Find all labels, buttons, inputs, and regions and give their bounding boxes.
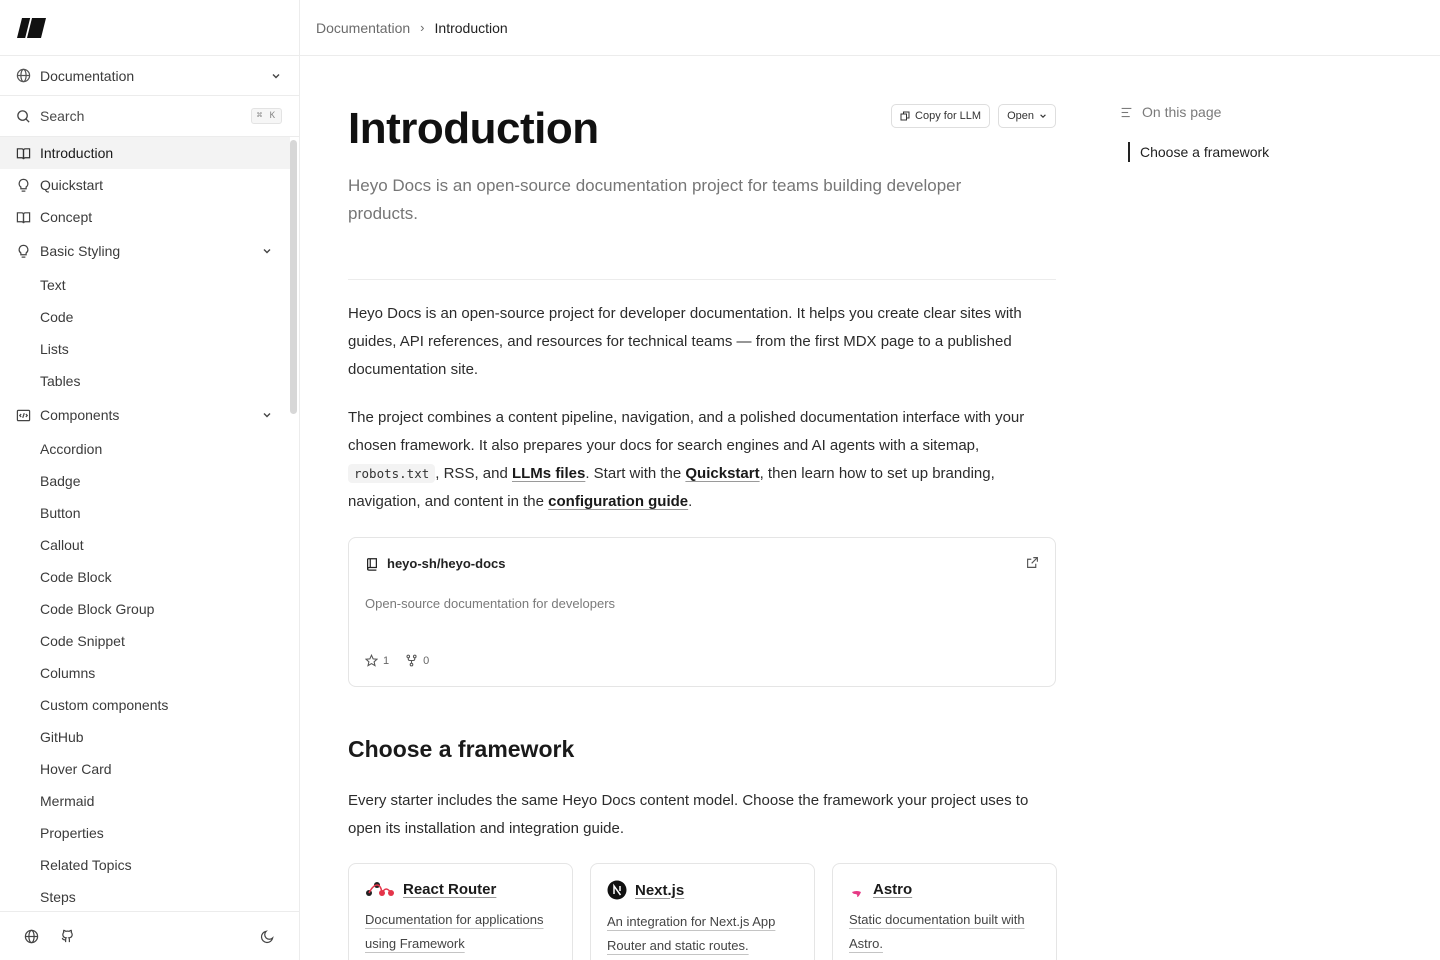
features-paragraph — [348, 404, 1056, 516]
llms-files-link[interactable]: LLMs files — [511, 465, 586, 482]
globe-icon — [16, 68, 31, 83]
sidebar-item-code-block-group[interactable]: Code Block Group — [40, 601, 155, 617]
chevron-down-icon — [271, 71, 281, 81]
chevron-down-icon — [1039, 112, 1047, 120]
github-repo-card[interactable] — [348, 537, 1056, 687]
chevron-down-icon — [262, 246, 272, 256]
repo-header — [365, 556, 505, 571]
sidebar-item-columns[interactable]: Columns — [40, 665, 96, 681]
sidebar-scrollbar[interactable] — [290, 140, 297, 414]
text-span: . — [688, 493, 693, 510]
card-description: Static documentation built with Astro. — [849, 912, 1025, 951]
star-icon — [365, 654, 378, 667]
code-window-icon — [16, 408, 31, 423]
repo-stats — [365, 654, 445, 667]
sidebar-item-related-topics[interactable]: Related Topics — [40, 857, 132, 873]
moon-icon[interactable] — [260, 929, 275, 944]
card-title: Astro — [873, 880, 913, 898]
text-span: , RSS, and — [435, 465, 512, 482]
page-lead: Heyo Docs is an open-source documentation project for teams building developer products. — [348, 176, 962, 223]
framework-cards — [348, 863, 1057, 960]
sidebar-item-mermaid[interactable]: Mermaid — [40, 793, 95, 809]
intro-paragraph: Heyo Docs is an open-source project for developer documentation. It helps you create clear sites with guides, API references, and resources for technical teams — from the first MDX page to a published documentation site. — [348, 305, 1022, 378]
fork-icon — [405, 654, 418, 667]
sidebar-item-label: Concept — [40, 209, 93, 225]
sidebar-item-tables[interactable]: Tables — [40, 373, 81, 389]
sidebar-item-label: Basic Styling — [40, 243, 121, 259]
card-description: Documentation for applications using Framework — [365, 912, 544, 951]
sidebar-item-button[interactable]: Button — [40, 505, 81, 521]
sidebar-item-label: Quickstart — [40, 177, 104, 193]
search-label: Search — [40, 108, 85, 124]
text-span: , then learn how to set up branding, navigation, and content in the — [348, 465, 995, 510]
page-actions — [891, 104, 1056, 128]
book-icon — [16, 210, 31, 225]
sidebar-item-label: Components — [40, 407, 120, 423]
sidebar-item-text[interactable]: Text — [40, 277, 66, 293]
sidebar-item-callout[interactable]: Callout — [40, 537, 84, 553]
repo-stars — [365, 654, 389, 667]
quickstart-link[interactable]: Quickstart — [685, 465, 760, 482]
section-title: Choose a framework — [348, 736, 575, 762]
repo-icon — [365, 557, 379, 571]
text-span: . Start with the — [585, 465, 686, 482]
repo-forks — [405, 654, 429, 667]
framework-card-react-router[interactable] — [348, 863, 573, 960]
sidebar-group-basic-styling[interactable] — [0, 233, 290, 269]
sidebar-nav — [0, 137, 290, 911]
sidebar-item-hover-card[interactable]: Hover Card — [40, 761, 112, 777]
sidebar-item-custom-components[interactable]: Custom components — [40, 697, 169, 713]
text-align-icon — [1120, 106, 1133, 119]
card-title: Next.js — [635, 881, 685, 899]
sidebar-item-label: Introduction — [40, 145, 114, 161]
search-shortcut: ⌘ K — [251, 108, 282, 124]
copy-icon — [900, 111, 910, 121]
logo-row — [0, 0, 299, 56]
copy-for-llm-button[interactable] — [891, 104, 990, 128]
docs-switcher[interactable] — [0, 56, 299, 96]
sidebar — [0, 0, 300, 960]
repo-forks-count: 0 — [423, 654, 430, 667]
card-header — [849, 880, 1040, 898]
sidebar-item-code[interactable]: Code — [40, 309, 74, 325]
toc-item-choose-a-framework[interactable]: Choose a framework — [1128, 142, 1420, 162]
search-button[interactable] — [0, 96, 299, 137]
heyo-logo-icon[interactable] — [17, 17, 47, 39]
external-link-icon[interactable] — [1026, 556, 1039, 569]
chevron-down-icon — [262, 410, 272, 420]
breadcrumb — [300, 0, 1440, 56]
copy-for-llm-label: Copy for LLM — [915, 110, 982, 122]
text-span: The project combines a content pipeline, navigation, and a polished documentation interface with your chosen framework. It also prepares your docs for search engines and AI agents with a sitemap, — [348, 409, 1025, 454]
page-title: Introduction — [348, 104, 599, 153]
sidebar-item-github[interactable]: GitHub — [40, 729, 84, 745]
framework-card-astro[interactable] — [832, 863, 1057, 960]
card-title: React Router — [403, 880, 497, 898]
open-menu-label: Open — [1007, 110, 1034, 122]
repo-description: Open-source documentation for developers — [365, 596, 616, 611]
card-description: An integration for Next.js App Router and static routes. — [607, 914, 776, 953]
toc-header — [1120, 104, 1420, 120]
sidebar-group-components[interactable] — [0, 397, 290, 433]
toc-title: On this page — [1142, 104, 1222, 120]
sidebar-footer — [0, 911, 299, 960]
sidebar-item-lists[interactable]: Lists — [40, 341, 69, 357]
docs-switcher-label: Documentation — [40, 67, 135, 84]
language-globe-icon[interactable] — [24, 929, 39, 944]
breadcrumb-parent[interactable]: Documentation — [316, 19, 411, 36]
sidebar-item-introduction[interactable] — [0, 137, 290, 169]
lightbulb-icon — [16, 244, 31, 259]
breadcrumb-current: Introduction — [434, 19, 508, 36]
sidebar-item-badge[interactable]: Badge — [40, 473, 81, 489]
sidebar-item-steps[interactable]: Steps — [40, 889, 76, 905]
react-router-icon — [365, 880, 395, 898]
nextjs-icon — [607, 880, 627, 900]
book-icon — [16, 146, 31, 161]
sidebar-item-code-snippet[interactable]: Code Snippet — [40, 633, 125, 649]
sidebar-item-code-block[interactable]: Code Block — [40, 569, 112, 585]
framework-paragraph: Every starter includes the same Heyo Docs content model. Choose the framework your project uses to open its installation and integration guide. — [348, 792, 1029, 837]
sidebar-item-properties[interactable]: Properties — [40, 825, 104, 841]
inline-code: robots.txt — [348, 464, 435, 483]
table-of-contents — [1120, 104, 1420, 162]
sidebar-item-quickstart[interactable] — [0, 169, 290, 201]
card-header — [607, 880, 798, 900]
open-menu-button[interactable] — [998, 104, 1056, 128]
lightbulb-icon — [16, 178, 31, 193]
sidebar-item-accordion[interactable]: Accordion — [40, 441, 103, 457]
configuration-guide-link[interactable]: configuration guide — [548, 493, 689, 510]
framework-card-nextjs[interactable] — [590, 863, 815, 960]
card-header — [365, 880, 556, 898]
repo-stars-count: 1 — [383, 654, 390, 667]
breadcrumb-separator: › — [420, 20, 425, 35]
github-icon[interactable] — [60, 929, 75, 944]
divider — [348, 279, 1056, 280]
sidebar-item-concept[interactable] — [0, 201, 290, 233]
search-icon — [16, 109, 31, 124]
repo-name: heyo-sh/heyo-docs — [387, 556, 506, 571]
astro-icon — [849, 880, 865, 898]
